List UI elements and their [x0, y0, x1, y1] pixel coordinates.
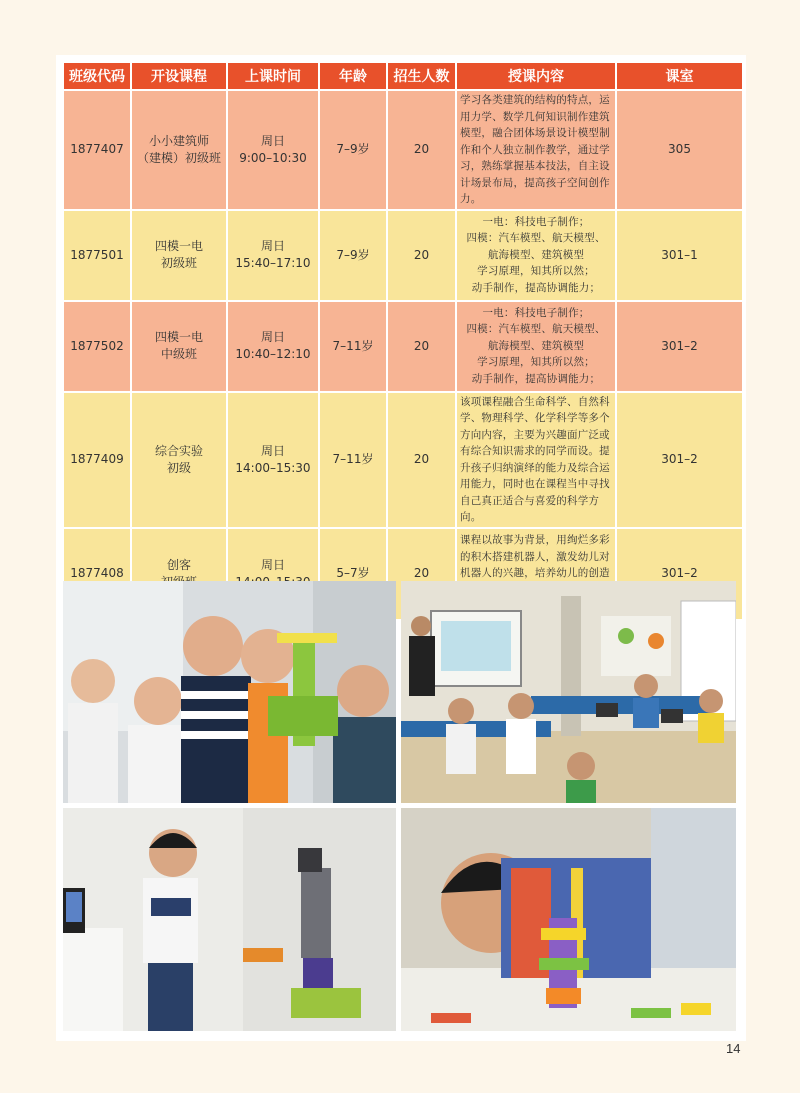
table-row — [64, 211, 742, 300]
class-code-cell: 1877501 — [64, 211, 130, 300]
age-cell: 7–9岁 — [320, 211, 386, 300]
time-cell: 周日 15:40–17:10 — [228, 211, 318, 300]
class-code-cell: 1877502 — [64, 302, 130, 391]
time-cell: 周日 9:00–10:30 — [228, 91, 318, 209]
photo-classroom-lesson — [401, 581, 736, 803]
header-content: 授课内容 — [457, 63, 615, 89]
table-row — [64, 393, 742, 527]
room-cell: 301–2 — [617, 529, 742, 619]
course-cell: 创客 — [132, 529, 226, 619]
age-cell: 5–7岁 — [320, 529, 386, 619]
course-cell: 四模一电 中级班 — [132, 302, 226, 391]
class-code-cell: 1877409 — [64, 393, 130, 527]
photo-boy-robot-arm — [63, 808, 396, 1031]
course-cell: 综合实验 初级 — [132, 393, 226, 527]
age-cell: 7–11岁 — [320, 302, 386, 391]
enrollment-cell: 20 — [388, 393, 455, 527]
content-cell: 该项课程融合生命科学、自然科学、物理科学、化学科学等多个方向内容，主要为兴趣面广泛或有综合知识需求的同学而设。提升孩子归纳演绎的能力及综合运用能力，同时也在课程当中寻找自己真正适合与喜爱的科学方向。 — [457, 393, 615, 527]
page-number: 14 — [726, 1041, 741, 1056]
time-cell: 周日 14:00–15:30 — [228, 393, 318, 527]
enrollment-cell: 20 — [388, 529, 455, 619]
header-room: 课室 — [617, 63, 742, 89]
age-cell: 7–11岁 — [320, 393, 386, 527]
enrollment-cell: 20 — [388, 211, 455, 300]
course-cell: 小小建筑师 （建模）初级班 — [132, 91, 226, 209]
table-row — [64, 91, 742, 209]
room-cell: 305 — [617, 91, 742, 209]
content-cell: 一电：科技电子制作； 四模：汽车模型、航天模型、 航海模型、建筑模型 学习原理，知其所以然； 动手制作，提高协调能力； — [457, 302, 615, 391]
photo-boy-building-blocks — [401, 808, 736, 1031]
content-cell: 学习各类建筑的结构的特点，运用力学、数学几何知识制作建筑模型，融合团体场景设计模型制作和个人独立制作教学，通过学习，熟练掌握基本技法，自主设计场景布局，提高孩子空间创作力。 — [457, 91, 615, 209]
class-code-cell: 1877407 — [64, 91, 130, 209]
time-cell: 周日 10:40–12:10 — [228, 302, 318, 391]
time-cell: 周日 — [228, 529, 318, 619]
room-cell: 301–2 — [617, 302, 742, 391]
header-enrollment: 招生人数 — [388, 63, 455, 89]
room-cell: 301–1 — [617, 211, 742, 300]
age-cell: 7–9岁 — [320, 91, 386, 209]
enrollment-cell: 20 — [388, 91, 455, 209]
content-cell: 一电：科技电子制作； 四模：汽车模型、航天模型、 航海模型、建筑模型 学习原理，知其所以然； 动手制作，提高协调能力； — [457, 211, 615, 300]
class-code-cell: 1877408 — [64, 529, 130, 619]
table-row — [64, 302, 742, 391]
room-cell: 301–2 — [617, 393, 742, 527]
course-cell: 四模一电 初级班 — [132, 211, 226, 300]
header-class-code: 班级代码 — [64, 63, 130, 89]
header-course: 开设课程 — [132, 63, 226, 89]
content-cell: 课程以故事为背景，用绚烂多彩的积木搭建机器人，激发幼儿对机器人的兴趣，培养幼儿的创造 — [457, 529, 615, 619]
header-age: 年龄 — [320, 63, 386, 89]
table-header-row — [64, 63, 742, 89]
enrollment-cell: 20 — [388, 302, 455, 391]
course-schedule-table — [62, 61, 744, 621]
photo-kids-with-robot — [63, 581, 396, 803]
header-time: 上课时间 — [228, 63, 318, 89]
